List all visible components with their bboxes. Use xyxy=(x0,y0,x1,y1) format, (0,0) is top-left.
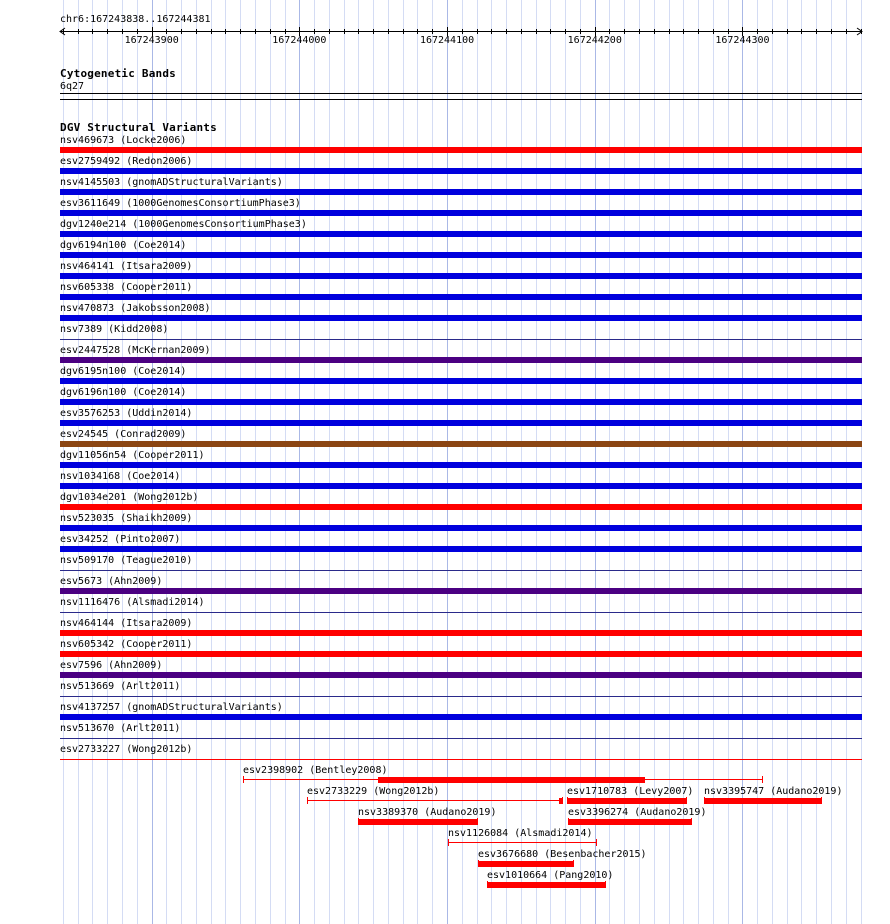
variant-label[interactable]: esv2398902 (Bentley2008) xyxy=(243,765,388,776)
cytoband-line xyxy=(60,93,862,94)
variant-end-cap xyxy=(762,776,763,783)
variant-label[interactable]: nsv1126084 (Alsmadi2014) xyxy=(448,828,593,839)
variant-span-line[interactable] xyxy=(448,842,596,843)
variant-label[interactable]: esv2733227 (Wong2012b) xyxy=(60,744,193,755)
variant-bar[interactable] xyxy=(60,315,862,321)
variant-end-cap xyxy=(605,881,606,888)
cytoband-divider xyxy=(60,99,862,100)
variant-end-cap xyxy=(821,797,822,804)
variant-label[interactable]: esv5673 (Ahn2009) xyxy=(60,576,163,587)
variant-bar[interactable] xyxy=(567,798,686,804)
variant-label[interactable]: nsv605342 (Cooper2011) xyxy=(60,639,193,650)
variant-bar[interactable] xyxy=(568,819,691,825)
variant-label[interactable]: nsv470873 (Jakobsson2008) xyxy=(60,303,211,314)
variant-bar[interactable] xyxy=(559,798,562,804)
variant-end-cap xyxy=(686,797,687,804)
ruler-tick-label: 167244000 xyxy=(272,35,327,46)
variant-bar[interactable] xyxy=(60,231,862,237)
variant-label[interactable]: nsv464141 (Itsara2009) xyxy=(60,261,193,272)
variant-bar[interactable] xyxy=(487,882,605,888)
coordinate-ruler xyxy=(0,0,890,60)
variant-label[interactable]: nsv1034168 (Coe2014) xyxy=(60,471,181,482)
variant-label[interactable]: nsv4137257 (gnomADStructuralVariants) xyxy=(60,702,283,713)
variant-label[interactable]: nsv509170 (Teague2010) xyxy=(60,555,193,566)
variant-bar[interactable] xyxy=(60,168,862,174)
variant-bar[interactable] xyxy=(60,525,862,531)
variant-label[interactable]: nsv1116476 (Alsmadi2014) xyxy=(60,597,205,608)
variant-end-cap xyxy=(562,797,563,804)
variant-bar[interactable] xyxy=(60,147,862,153)
variant-label[interactable]: nsv3389370 (Audano2019) xyxy=(358,807,497,818)
variant-bar[interactable] xyxy=(358,819,477,825)
variant-end-cap xyxy=(243,776,244,783)
variant-bar[interactable] xyxy=(60,378,862,384)
variant-bar[interactable] xyxy=(60,588,862,594)
variant-row-line xyxy=(60,570,862,571)
variant-bar[interactable] xyxy=(60,420,862,426)
variant-label[interactable]: esv1010664 (Pang2010) xyxy=(487,870,614,881)
variant-label[interactable]: nsv513670 (Arlt2011) xyxy=(60,723,181,734)
ruler-tick-label: 167244300 xyxy=(715,35,770,46)
variant-bar[interactable] xyxy=(60,672,862,678)
variant-label[interactable]: nsv605338 (Cooper2011) xyxy=(60,282,193,293)
variant-end-cap xyxy=(596,839,597,846)
ruler-scale xyxy=(0,0,890,60)
variant-label[interactable]: esv2759492 (Redon2006) xyxy=(60,156,193,167)
variant-bar[interactable] xyxy=(60,462,862,468)
variant-bar[interactable] xyxy=(60,630,862,636)
variant-label[interactable]: dgv6194n100 (Coe2014) xyxy=(60,240,187,251)
variant-end-cap xyxy=(691,818,692,825)
variant-bar[interactable] xyxy=(60,441,862,447)
cytoband-track-title: Cytogenetic Bands xyxy=(60,67,176,80)
variant-bar[interactable] xyxy=(60,210,862,216)
ruler-tick-label: 167244200 xyxy=(567,35,622,46)
variant-bar[interactable] xyxy=(378,777,645,783)
variant-bar[interactable] xyxy=(60,651,862,657)
variant-label[interactable]: dgv11056n54 (Cooper2011) xyxy=(60,450,205,461)
variant-span-line[interactable] xyxy=(307,800,562,801)
variant-row-line xyxy=(60,738,862,739)
variant-label[interactable]: dgv1034e201 (Wong2012b) xyxy=(60,492,199,503)
variant-label[interactable]: esv3676680 (Besenbacher2015) xyxy=(478,849,647,860)
variant-end-cap xyxy=(307,797,308,804)
cytoband-label: 6q27 xyxy=(60,81,85,92)
variant-label[interactable]: esv1710783 (Levy2007) xyxy=(567,786,694,797)
variant-bar[interactable] xyxy=(60,546,862,552)
variant-label[interactable]: esv24545 (Conrad2009) xyxy=(60,429,187,440)
variant-label[interactable]: esv3396274 (Audano2019) xyxy=(568,807,707,818)
variant-label[interactable]: dgv1240e214 (1000GenomesConsortiumPhase3) xyxy=(60,219,307,230)
variant-label[interactable]: nsv513669 (Arlt2011) xyxy=(60,681,181,692)
variant-bar[interactable] xyxy=(478,861,573,867)
variant-label[interactable]: esv3576253 (Uddin2014) xyxy=(60,408,193,419)
variant-label[interactable]: nsv4145503 (gnomADStructuralVariants) xyxy=(60,177,283,188)
variant-bar[interactable] xyxy=(704,798,821,804)
variant-bar[interactable] xyxy=(60,504,862,510)
variant-bar[interactable] xyxy=(60,273,862,279)
variant-label[interactable]: nsv469673 (Locke2006) xyxy=(60,135,187,146)
variant-label[interactable]: nsv3395747 (Audano2019) xyxy=(704,786,843,797)
variant-label[interactable]: esv3611649 (1000GenomesConsortiumPhase3) xyxy=(60,198,301,209)
variant-bar[interactable] xyxy=(60,294,862,300)
variant-label[interactable]: esv2447528 (McKernan2009) xyxy=(60,345,211,356)
variant-bar[interactable] xyxy=(60,483,862,489)
variant-label[interactable]: esv7596 (Ahn2009) xyxy=(60,660,163,671)
variant-end-cap xyxy=(448,839,449,846)
variant-label[interactable]: esv34252 (Pinto2007) xyxy=(60,534,181,545)
variant-bar[interactable] xyxy=(60,189,862,195)
ruler-tick-label: 167244100 xyxy=(419,35,475,46)
variant-label[interactable]: dgv6195n100 (Coe2014) xyxy=(60,366,187,377)
variant-bar[interactable] xyxy=(60,252,862,258)
variant-label[interactable]: dgv6196n100 (Coe2014) xyxy=(60,387,187,398)
variant-label[interactable]: nsv7389 (Kidd2008) xyxy=(60,324,169,335)
variant-bar[interactable] xyxy=(60,399,862,405)
variant-row-line xyxy=(60,759,862,760)
variant-bar[interactable] xyxy=(60,357,862,363)
dgv-track-title: DGV Structural Variants xyxy=(60,121,217,134)
variant-label[interactable]: nsv464144 (Itsara2009) xyxy=(60,618,193,629)
variant-row-line xyxy=(60,339,862,340)
variant-label[interactable]: esv2733229 (Wong2012b) xyxy=(307,786,440,797)
variant-end-cap xyxy=(573,860,574,867)
variant-row-line xyxy=(60,696,862,697)
ruler-tick-label: 167243900 xyxy=(124,35,179,46)
variant-bar[interactable] xyxy=(60,714,862,720)
locus-label: chr6:167243838..167244381 xyxy=(60,14,211,25)
variant-end-cap xyxy=(477,818,478,825)
variant-label[interactable]: nsv523035 (Shaikh2009) xyxy=(60,513,193,524)
variant-row-line xyxy=(60,612,862,613)
